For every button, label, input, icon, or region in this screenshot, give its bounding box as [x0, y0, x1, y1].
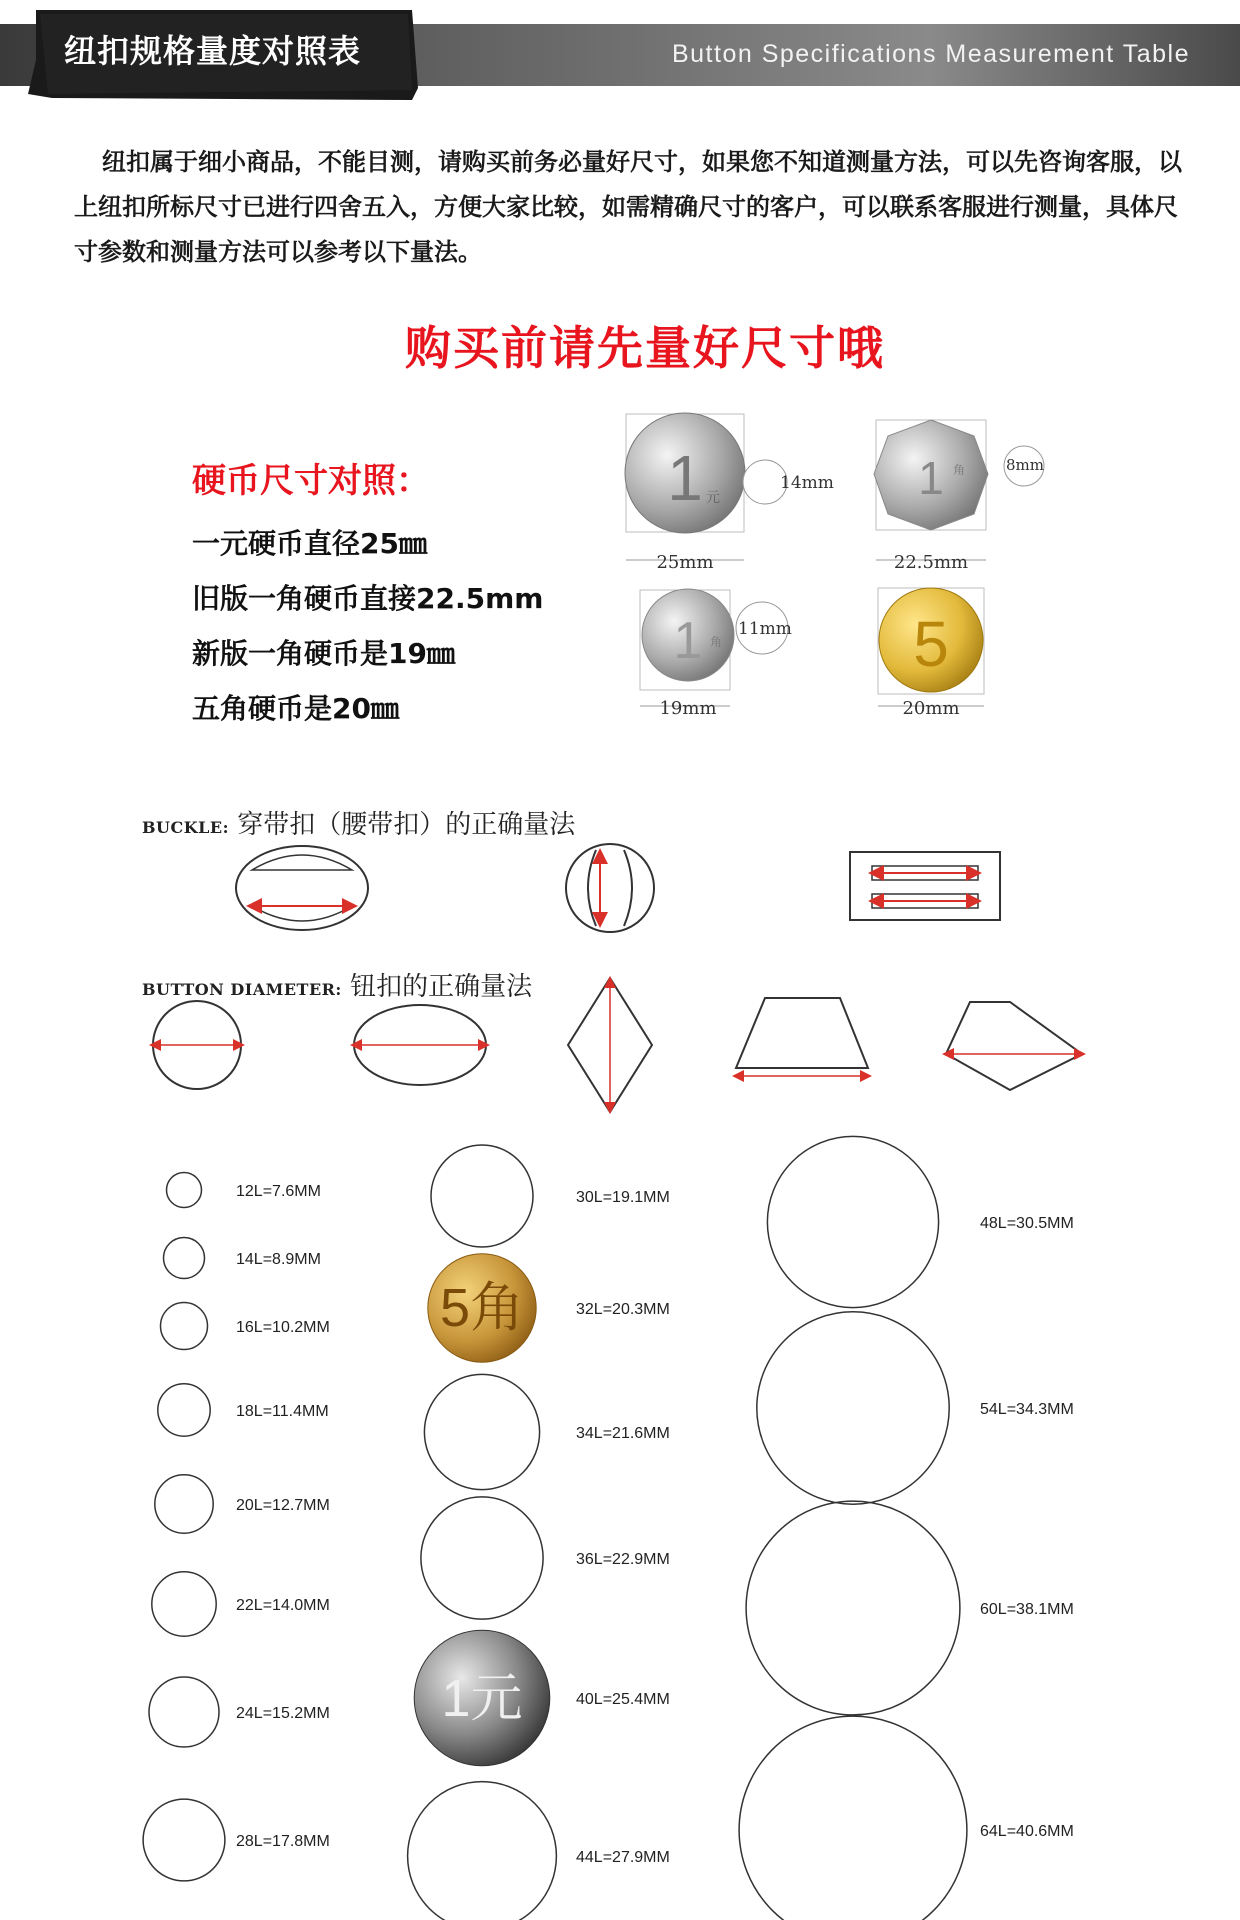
circle-button-diagram [153, 1001, 241, 1089]
size-circle-30L [431, 1145, 533, 1247]
size-label-44L: 44L=27.9MM [576, 1849, 670, 1866]
size-label-16L: 16L=10.2MM [236, 1319, 330, 1336]
coin-1-side-label: 14mm [780, 473, 834, 493]
size-circle-20L [155, 1475, 213, 1533]
one-yuan-coin [625, 413, 834, 573]
size-circle-16L [161, 1303, 208, 1350]
size-circle-24L [149, 1677, 219, 1747]
size-circle-22L [152, 1572, 216, 1636]
coin-2-diameter-label: 22.5mm [893, 552, 969, 573]
size-circle-64L [739, 1716, 967, 1920]
size-label-32L: 32L=20.3MM [576, 1301, 670, 1318]
header-title-cn: 纽扣规格量度对照表 [64, 32, 362, 70]
five-jiao-coin [878, 588, 984, 719]
buckle-diagrams [230, 840, 1020, 940]
coin-2-side-label: 8mm [1006, 456, 1044, 474]
coin-line-2: 旧版一角硬币直接22.5mm [192, 582, 544, 615]
oval-button-diagram [354, 1005, 486, 1085]
button-title: 钮扣的正确量法 [350, 972, 533, 1002]
size-circle-14L [164, 1238, 205, 1279]
button-shape-diagrams [140, 970, 1100, 1120]
coin-section-title: 硬币尺寸对照： [192, 461, 430, 501]
size-label-64L: 64L=40.6MM [980, 1823, 1074, 1840]
button-size-chart [0, 1120, 1240, 1920]
round-buckle-diagram [566, 844, 654, 932]
coin-face-five-jiao: 5角 [439, 1278, 525, 1338]
size-circle-54L [757, 1312, 949, 1504]
size-label-20L: 20L=12.7MM [236, 1497, 330, 1514]
size-label-14L: 14L=8.9MM [236, 1251, 321, 1268]
size-label-12L: 12L=7.6MM [236, 1183, 321, 1200]
coin-3-side-label: 11mm [738, 619, 792, 639]
five-jiao-face: 5 [913, 608, 949, 680]
svg-text:元: 元 [706, 489, 720, 505]
size-label-22L: 22L=14.0MM [236, 1597, 330, 1614]
coin-illustrations [610, 400, 1070, 730]
intro-paragraph: 纽扣属于细小商品，不能目测，请购买前务必量好尺寸，如果您不知道测量方法，可以先咨询客服，以上纽扣所标尺寸已进行四舍五入，方便大家比较，如需精确尺寸的客户，可以联系客服进行测量，具体尺寸参数和测量方法可以参考以下量法。 [74, 148, 1182, 266]
rectangle-buckle-diagram [850, 852, 1000, 920]
size-circle-28L [143, 1799, 225, 1881]
svg-text:1: 1 [667, 442, 703, 514]
size-label-30L: 30L=19.1MM [576, 1189, 670, 1206]
size-label-34L: 34L=21.6MM [576, 1425, 670, 1442]
coin-line-1: 一元硬币直径25㎜ [192, 527, 427, 560]
buckle-lead: BUCKLE: [142, 818, 229, 837]
size-label-40L: 40L=25.4MM [576, 1691, 670, 1708]
old-one-jiao-coin [874, 420, 1044, 573]
size-label-28L: 28L=17.8MM [236, 1833, 330, 1850]
header-title-en: Button Specifications Measurement Table [671, 40, 1190, 68]
button-lead: BUTTON DIAMETER: [142, 980, 342, 999]
buckle-title: 穿带扣（腰带扣）的正确量法 [237, 810, 576, 840]
size-label-18L: 18L=11.4MM [236, 1403, 329, 1420]
size-label-48L: 48L=30.5MM [980, 1215, 1074, 1232]
size-circle-34L [424, 1374, 539, 1489]
coin-3-diameter-label: 19mm [659, 698, 717, 719]
coin-line-3: 新版一角硬币是19㎜ [192, 637, 455, 670]
size-label-54L: 54L=34.3MM [980, 1401, 1074, 1418]
new-one-jiao-coin [640, 589, 792, 719]
size-circle-36L [421, 1497, 543, 1619]
notice-heading: 购买前请先量好尺寸哦 [405, 321, 885, 375]
svg-text:角: 角 [953, 463, 966, 477]
hexagon-button-diagram [946, 1002, 1082, 1090]
size-label-36L: 36L=22.9MM [576, 1551, 670, 1568]
header-banner [0, 10, 1240, 92]
svg-text:角: 角 [710, 635, 723, 649]
size-circle-60L [746, 1501, 960, 1715]
size-circle-12L [167, 1173, 202, 1208]
size-label-60L: 60L=38.1MM [980, 1601, 1074, 1618]
diamond-button-diagram [568, 978, 652, 1112]
trapezoid-button-diagram [736, 998, 868, 1076]
coin-line-4: 五角硬币是20㎜ [192, 692, 399, 725]
size-circle-48L [767, 1136, 938, 1307]
svg-text:1: 1 [918, 452, 944, 504]
size-circle-44L [408, 1782, 557, 1920]
coin-4-diameter-label: 20mm [902, 698, 960, 719]
oval-buckle-diagram [236, 846, 368, 930]
coin-1-diameter-label: 25mm [656, 552, 714, 573]
buckle-section-heading [142, 804, 575, 841]
coin-face-one-yuan: 1元 [441, 1670, 523, 1728]
svg-text:1: 1 [673, 612, 703, 670]
size-circle-18L [158, 1384, 210, 1436]
size-label-24L: 24L=15.2MM [236, 1705, 330, 1722]
